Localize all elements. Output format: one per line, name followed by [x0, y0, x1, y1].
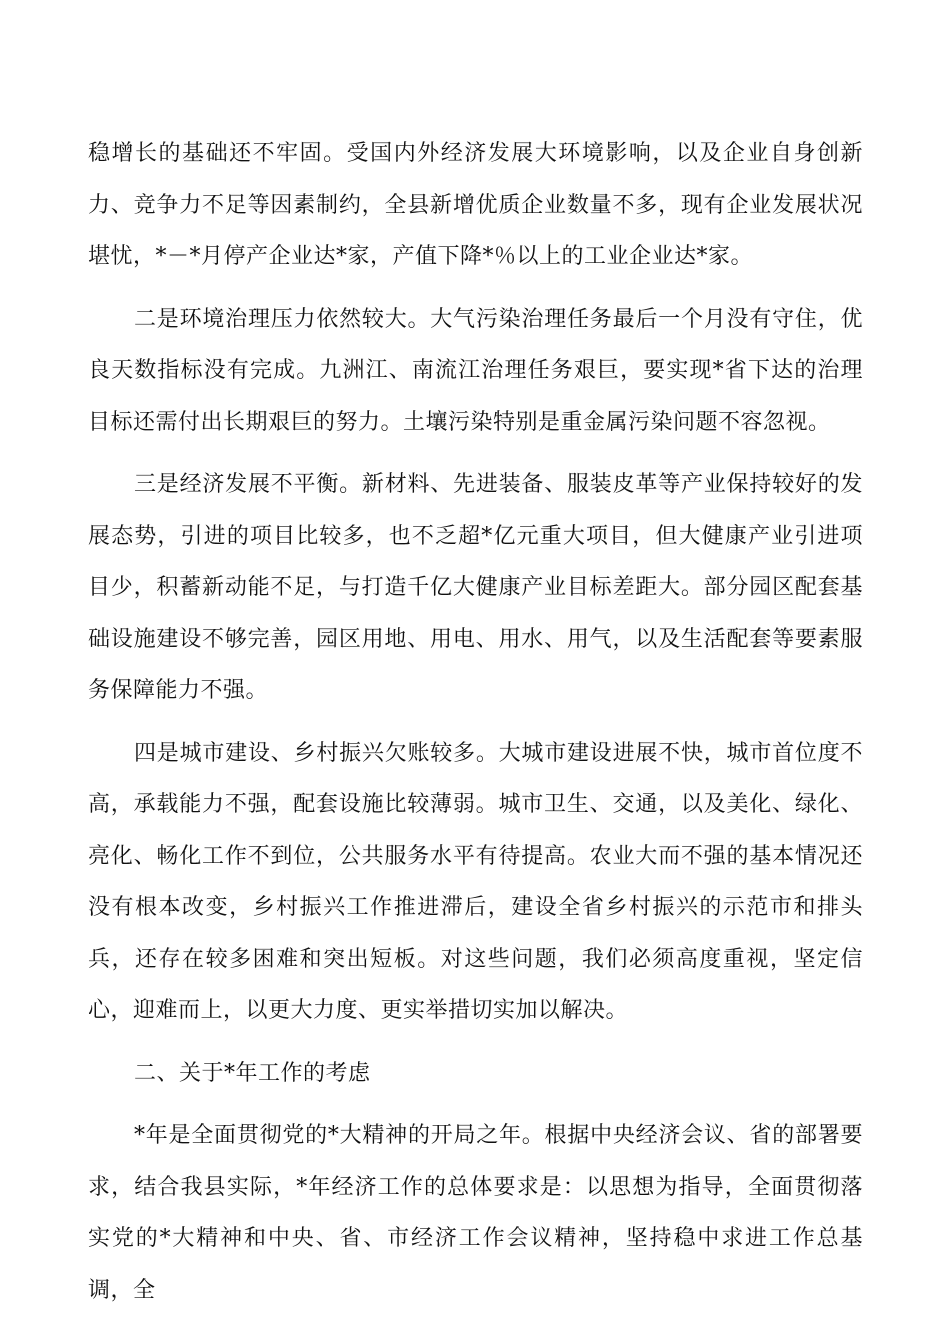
paragraph-growth-foundation: 稳增长的基础还不牢固。受国内外经济发展大环境影响，以及企业自身创新力、竞争力不足等因素制约，全县新增优质企业数量不多，现有企业发展状况堪忧，*－*月停产企业达*家，产值下降*％以上的工业企业达*家。: [88, 141, 863, 269]
paragraph-work-plan: *年是全面贯彻党的*大精神的开局之年。根据中央经济会议、省的部署要求，结合我县实际，*年经济工作的总体要求是：以思想为指导，全面贯彻落实党的*大精神和中央、省、市经济工作会议精神，坚持稳中求进工作总基调，全: [88, 1123, 863, 1303]
paragraph-economic-imbalance: 三是经济发展不平衡。新材料、先进装备、服装皮革等产业保持较好的发展态势，引进的项目比较多，也不乏超*亿元重大项目，但大健康产业引进项目少，积蓄新动能不足，与打造千亿大健康产业目标差距大。部分园区配套基础设施建设不够完善，园区用地、用电、用水、用气，以及生活配套等要素服务保障能力不强。: [88, 472, 863, 703]
paragraph-urban-rural-construction: 四是城市建设、乡村振兴欠账较多。大城市建设进展不快，城市首位度不高，承载能力不强，配套设施比较薄弱。城市卫生、交通，以及美化、绿化、亮化、畅化工作不到位，公共服务水平有待提高。农业大而不强的基本情况还没有根本改变，乡村振兴工作推进滞后，建设全省乡村振兴的示范市和排头兵，还存在较多困难和突出短板。对这些问题，我们必须高度重视，坚定信心，迎难而上，以更大力度、更实举措切实加以解决。: [88, 740, 863, 1023]
document-page: [88, 128, 863, 1327]
paragraph-environment-governance: 二是环境治理压力依然较大。大气污染治理任务最后一个月没有守住，优良天数指标没有完成。九洲江、南流江治理任务艰巨，要实现*省下达的治理目标还需付出长期艰巨的努力。土壤污染特别是重金属污染问题不容忽视。: [88, 306, 863, 435]
section-heading: 二、关于*年工作的考虑: [134, 1060, 371, 1086]
